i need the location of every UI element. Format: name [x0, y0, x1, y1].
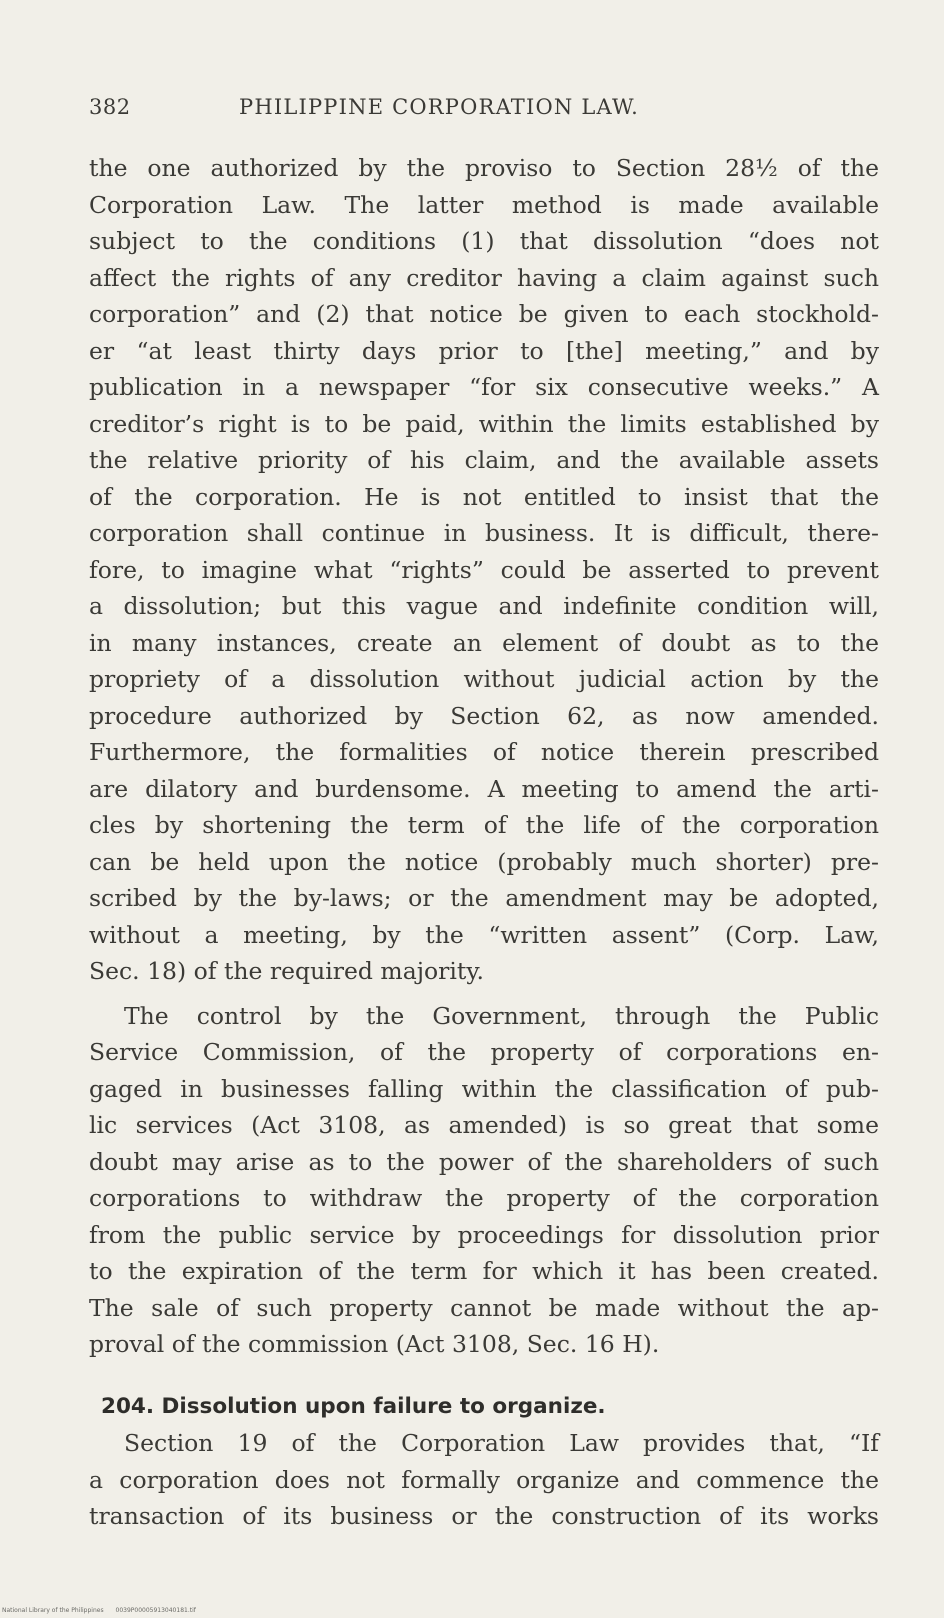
paragraph-dissolution-methods	[89, 150, 879, 990]
text-line: Section 19 of the Corporation Law provides that, “If	[124, 1429, 879, 1457]
text-line: transaction of its business or the construction of its works	[89, 1502, 879, 1530]
running-title: PHILIPPINE CORPORATION LAW.	[239, 95, 640, 119]
text-line: subject to the conditions (1) that dissolution “does not	[89, 227, 879, 255]
text-line: from the public service by proceedings for dissolution prior	[89, 1220, 879, 1249]
text-line: to the expiration of the term for which it has been created.	[89, 1257, 879, 1285]
scan-footer	[2, 1607, 196, 1614]
text-line: propriety of a dissolution without judicial action by the	[89, 665, 879, 693]
text-line: proval of the commission (Act 3108, Sec. 16 H).	[89, 1330, 660, 1358]
text-line: in many instances, create an element of doubt as to the	[89, 628, 879, 657]
text-line: The control by the Government, through the Public	[124, 1001, 879, 1030]
text-line: procedure authorized by Section 62, as now amended.	[89, 701, 879, 730]
text-line: scribed by the by-laws; or the amendment may be adopted,	[89, 884, 879, 912]
text-line: of the corporation. He is not entitled to insist that the	[89, 482, 879, 511]
text-line: a corporation does not formally organize and commence the	[89, 1465, 879, 1494]
text-line: can be held upon the notice (probably much shorter) pre-	[89, 847, 879, 876]
library-credit: National Library of the Philippines	[2, 1607, 104, 1614]
paragraph-public-service-control	[89, 998, 879, 1363]
text-line: gaged in businesses falling within the classification of pub-	[89, 1074, 879, 1103]
text-line: a dissolution; but this vague and indefinite condition will,	[89, 592, 879, 620]
text-line: The sale of such property cannot be made without the ap-	[89, 1293, 879, 1322]
text-line: Furthermore, the formalities of notice therein prescribed	[89, 738, 879, 766]
text-line: corporations to withdraw the property of the corporation	[89, 1184, 879, 1212]
file-id: 0039P00005913040181.tif	[115, 1607, 196, 1614]
text-line: Sec. 18) of the required majority.	[89, 957, 484, 985]
paragraph-section-19	[89, 1425, 879, 1535]
section-heading: 204. Dissolution upon failure to organize.	[101, 1393, 606, 1419]
text-line: Service Commission, of the property of corporations en-	[89, 1038, 879, 1066]
body-text	[89, 150, 879, 1535]
page-header	[89, 95, 879, 125]
text-line: Corporation Law. The latter method is made available	[89, 190, 879, 219]
text-line: er “at least thirty days prior to [the] meeting,” and by	[89, 336, 879, 365]
text-line: without a meeting, by the “written assent” (Corp. Law,	[89, 920, 879, 949]
text-line: lic services (Act 3108, as amended) is so great that some	[89, 1111, 879, 1139]
text-line: corporation” and (2) that notice be given to each stockhold-	[89, 300, 879, 328]
text-line: publication in a newspaper “for six consecutive weeks.” A	[89, 373, 879, 401]
text-line: doubt may arise as to the power of the shareholders of such	[89, 1147, 879, 1176]
text-line: the relative priority of his claim, and the available assets	[89, 446, 879, 474]
text-line: corporation shall continue in business. It is difficult, there-	[89, 519, 879, 547]
text-line: fore, to imagine what “rights” could be asserted to prevent	[89, 555, 879, 584]
text-line: are dilatory and burdensome. A meeting to amend the arti-	[89, 774, 879, 803]
text-line: creditor’s right is to be paid, within the limits established by	[89, 409, 879, 438]
page-number: 382	[89, 95, 131, 119]
text-line: the one authorized by the proviso to Section 28½ of the	[89, 154, 879, 182]
text-line: affect the rights of any creditor having a claim against such	[89, 263, 879, 292]
text-line: cles by shortening the term of the life of the corporation	[89, 811, 879, 839]
